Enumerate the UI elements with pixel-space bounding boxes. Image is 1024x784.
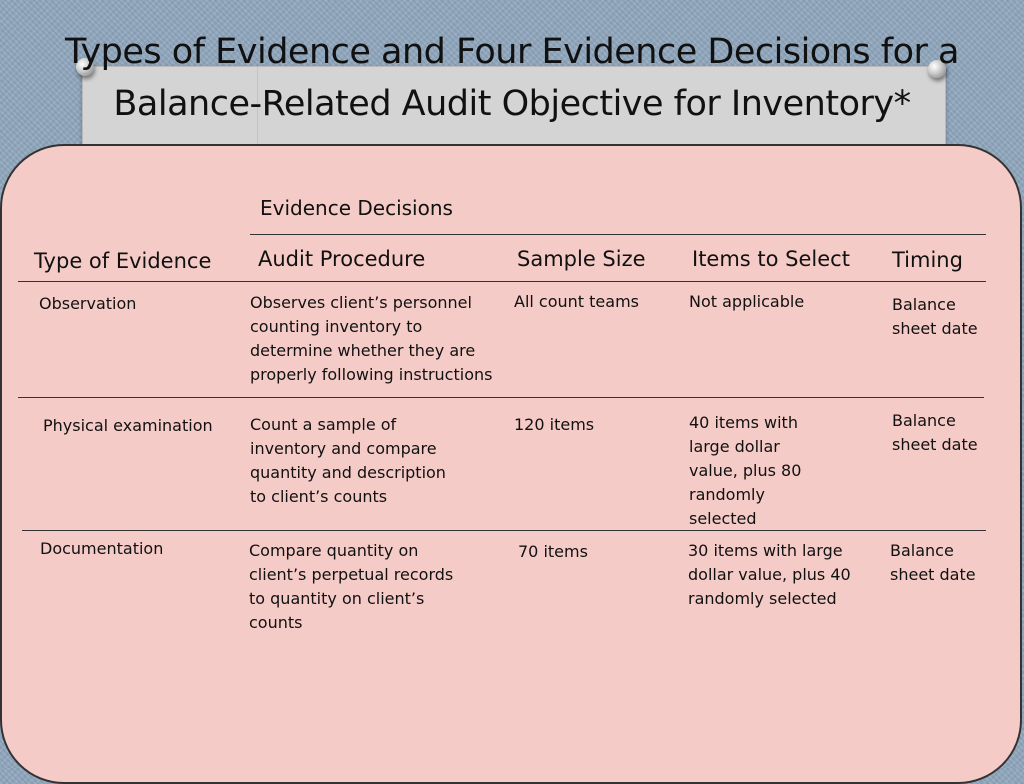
row-timing-documentation: Balance sheet date	[890, 541, 976, 584]
row-sample-observation: All count teams	[514, 292, 639, 311]
col-header-timing: Timing	[892, 248, 963, 272]
slide-title-line2: Balance-Related Audit Objective for Inventory*	[113, 84, 911, 124]
row-procedure-documentation: Compare quantity on client’s perpetual records to quantity on client’s counts	[249, 541, 454, 632]
col-header-procedure: Audit Procedure	[258, 247, 426, 271]
row-timing-physical-examination: Balance sheet date	[892, 411, 978, 454]
row-sample-documentation: 70 items	[518, 542, 588, 561]
slide-title-line1: Types of Evidence and Four Evidence Decisions for a	[65, 32, 959, 72]
slide-title	[20, 26, 1004, 130]
header-rule	[18, 281, 986, 282]
row-rule-1	[18, 397, 984, 398]
row-type-observation: Observation	[39, 294, 137, 313]
group-header-rule	[250, 234, 986, 235]
row-type-physical-examination: Physical examination	[43, 416, 213, 435]
row-items-observation: Not applicable	[689, 292, 805, 311]
row-type-documentation: Documentation	[40, 539, 164, 558]
col-header-sample: Sample Size	[517, 247, 646, 271]
row-rule-2	[22, 530, 986, 531]
group-header: Evidence Decisions	[260, 196, 453, 220]
content-panel	[0, 144, 1022, 784]
col-header-type: Type of Evidence	[34, 249, 212, 273]
row-items-documentation: 30 items with large dollar value, plus 40 randomly selected	[688, 541, 851, 608]
row-sample-physical-examination: 120 items	[514, 415, 595, 434]
row-procedure-physical-examination: Count a sample of inventory and compare quantity and description to client’s counts	[250, 415, 446, 506]
row-timing-observation: Balance sheet date	[892, 295, 978, 338]
row-procedure-observation: Observes client’s personnel counting inventory to determine whether they are properly following instructions	[250, 293, 493, 384]
col-header-items: Items to Select	[692, 247, 850, 271]
row-items-physical-examination: 40 items with large dollar value, plus 80 randomly selected	[689, 413, 802, 528]
